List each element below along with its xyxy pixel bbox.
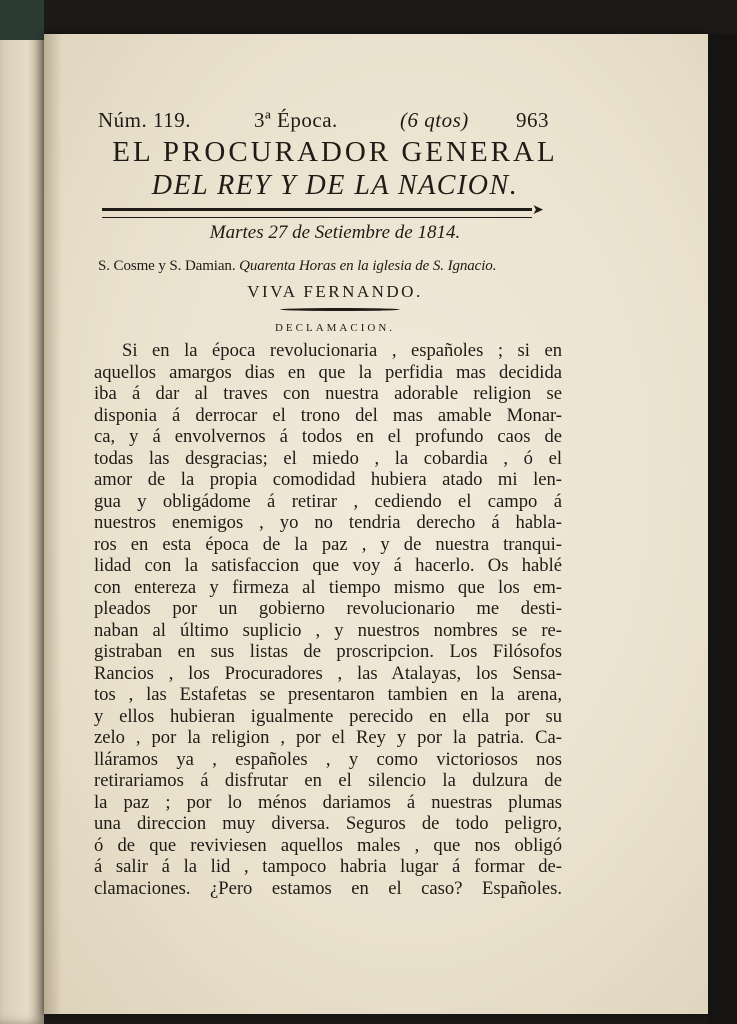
issue-epoch: 3ª Época. bbox=[254, 108, 338, 132]
article-line: ó de que reviviesen aquellos males , que nos obligó bbox=[94, 834, 562, 856]
newspaper-subtitle: DEL REY Y DE LA NACION. bbox=[151, 170, 519, 201]
issue-date: Martes 27 de Setiembre de 1814. bbox=[209, 222, 461, 243]
article-line: Si en la época revolucionaria , españoles ; si en bbox=[122, 340, 562, 361]
article-line: pleados por un gobierno revolucionario me desti- bbox=[94, 598, 562, 619]
article-line: disponia á derrocar el trono del mas amable Monar- bbox=[94, 404, 562, 426]
saints-names: S. Cosme y S. Damian. bbox=[98, 258, 236, 274]
article-line: á salir á la lid , tampoco habria lugar á formar de- bbox=[94, 856, 562, 877]
scan-background-edge bbox=[708, 34, 737, 1024]
title-rule bbox=[102, 208, 532, 218]
saints-line bbox=[98, 258, 578, 275]
saints-forty-hours: Quarenta Horas en la iglesia de S. Ignacio. bbox=[239, 258, 497, 274]
newspaper-title: EL PROCURADOR GENERAL bbox=[112, 136, 558, 168]
article-line: tos , las Estafetas se presentaron tambien en la arena, bbox=[94, 684, 562, 705]
article-line: retirariamos á disfrutar en el silencio la dulzura de bbox=[94, 770, 562, 791]
page-gutter-shadow bbox=[44, 34, 62, 1014]
article-line: y ellos hubieran igualmente perecido en ella por su bbox=[94, 705, 562, 727]
article-line: gistraban en sus listas de proscripcion. Los Filósofos bbox=[94, 641, 562, 662]
article-line: ca, y á envolvernos á todos en el profundo caos de bbox=[94, 426, 562, 447]
article-line: ros en esta época de la paz , y de nuestra tranqui- bbox=[94, 533, 562, 555]
article-line: aquellos amargos dias en que la perfidia mas decidida bbox=[94, 361, 562, 383]
article-line: todas las desgracias; el miedo , la cobardia , ó el bbox=[94, 447, 562, 469]
article-line: gua y obligádome á retirar , cediendo el campo á bbox=[94, 490, 562, 512]
article-line: lláramos ya , españoles , y como victoriosos nos bbox=[94, 748, 562, 770]
issue-header bbox=[98, 108, 568, 138]
article-line: clamaciones. ¿Pero estamos en el caso? Españoles. bbox=[94, 877, 562, 899]
page-number: 963 bbox=[516, 108, 549, 132]
article-line: zelo , por la religion , por el Rey y por la patria. Ca- bbox=[94, 727, 562, 748]
rule-ornament: ➤ bbox=[532, 203, 544, 218]
article-line: iba á dar al traves con nuestra adorable religion se bbox=[94, 383, 562, 404]
article-line: nuestros enemigos , yo no tendria derecho á habla- bbox=[94, 512, 562, 533]
ornament-divider bbox=[280, 308, 400, 311]
article-line: una direccion muy diversa. Seguros de todo peligro, bbox=[94, 813, 562, 834]
article-line: lidad con la satisfaccion que voy á hacerlo. Os hablé bbox=[94, 555, 562, 576]
article-line: la paz ; por lo ménos dariamos á nuestras plumas bbox=[94, 791, 562, 813]
issue-quartos: (6 qtos) bbox=[400, 108, 469, 132]
article-line: amor de la propia comodidad hubiera atado mi len- bbox=[94, 469, 562, 490]
newspaper-page bbox=[44, 34, 708, 1014]
article-line: Rancios , los Procuradores , las Atalayas, los Sensa- bbox=[94, 662, 562, 684]
section-title: DECLAMACION. bbox=[274, 322, 396, 334]
article-line: con entereza y firmeza al tiempo mismo que los em- bbox=[94, 576, 562, 598]
article-line: naban al último suplicio , y nuestros nombres se re- bbox=[94, 619, 562, 641]
left-facing-page bbox=[0, 0, 44, 1024]
viva-fernando: VIVA FERNANDO. bbox=[247, 282, 423, 301]
article-body bbox=[94, 340, 562, 899]
issue-number: Núm. 119. bbox=[98, 108, 191, 132]
book-spine bbox=[0, 0, 44, 40]
